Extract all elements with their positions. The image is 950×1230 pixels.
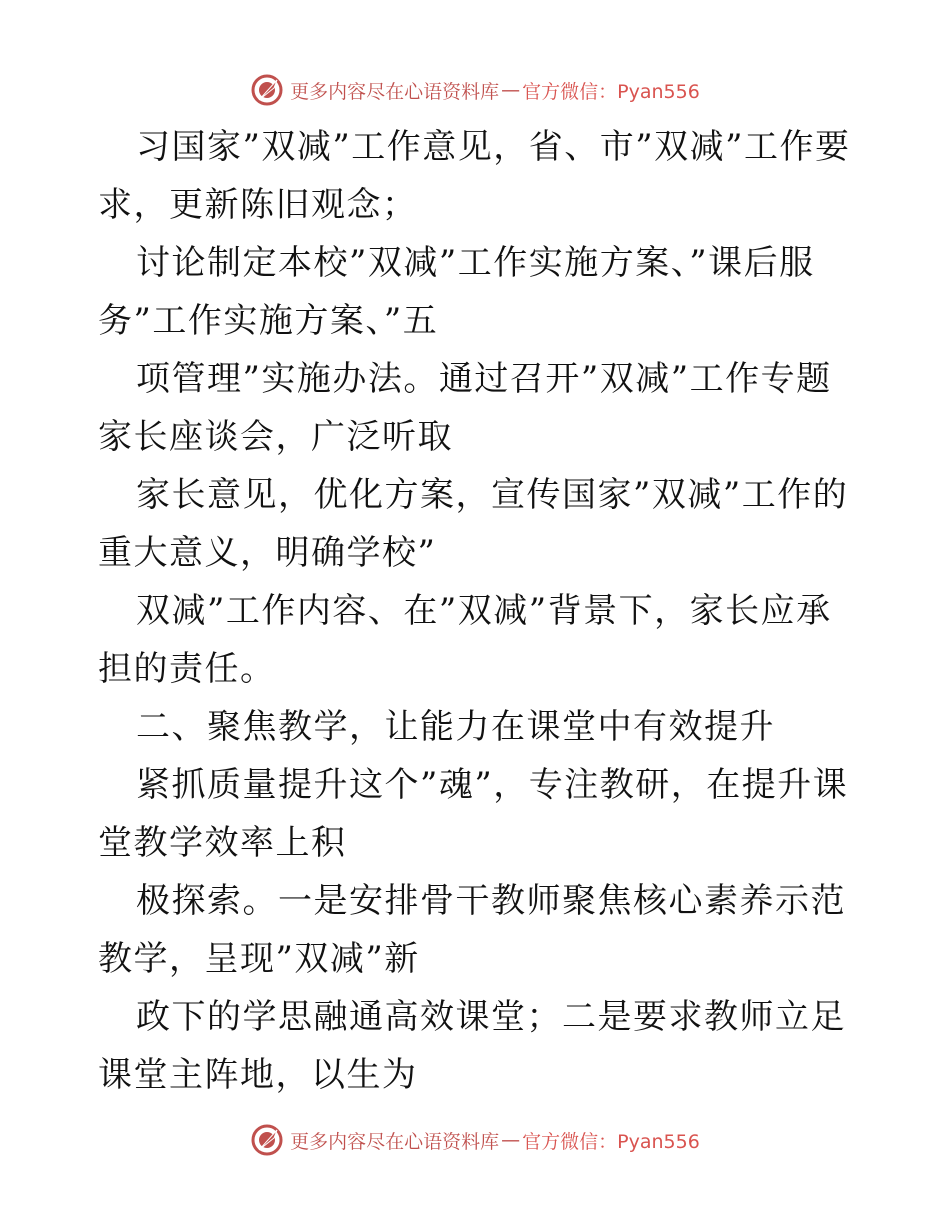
paragraph: 极探索。一是安排骨干教师聚焦核心素养示范教学，呈现”双减”新 [98,881,846,979]
section-heading: 二、聚焦教学，让能力在课堂中有效提升 [136,707,775,747]
paragraph: 项管理”实施办法。通过召开”双减”工作专题家长座谈会，广泛听取 [98,359,832,457]
paragraph: 双减”工作内容、在”双减”背景下，家长应承担的责任。 [98,591,832,689]
watermark-wechat: 官方微信：Pyan556 [522,80,700,103]
paragraph: 紧抓质量提升这个”魂”，专注教研，在提升课堂教学效率上积 [98,765,849,863]
header-watermark [0,70,950,110]
paragraph: 家长意见，优化方案，宣传国家”双减”工作的重大意义，明确学校” [98,475,849,573]
watermark-separator: — [501,1129,521,1151]
paragraph: 政下的学思融通高效课堂；二是要求教师立足课堂主阵地，以生为 [98,997,846,1095]
watermark-separator: — [501,79,521,101]
paragraph: 习国家”双减”工作意见，省、市”双减”工作要求，更新陈旧观念； [98,127,851,225]
watermark-wechat: 官方微信：Pyan556 [522,1130,700,1153]
watermark-text: 更多内容尽在心语资料库 [290,1130,500,1153]
quill-logo-icon [250,73,284,107]
document-body [98,118,858,1104]
watermark-text: 更多内容尽在心语资料库 [290,80,500,103]
footer-watermark [0,1120,950,1160]
quill-logo-icon [250,1123,284,1157]
paragraph: 讨论制定本校”双减”工作实施方案、”课后服务”工作实施方案、”五 [98,243,815,341]
